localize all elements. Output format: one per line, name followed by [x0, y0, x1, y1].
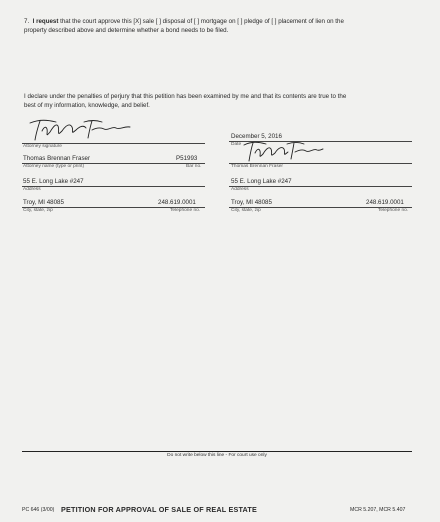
- form-code: [22, 506, 54, 514]
- declaration-line2: best of my information, knowledge, and belief.: [24, 102, 150, 109]
- declaration-paragraph: [24, 92, 416, 110]
- court-use-note: Do not write below this line - For court use only: [167, 453, 267, 458]
- item-7-paragraph: [24, 17, 416, 35]
- attorney-telephone: 248.619.0001: [158, 199, 196, 206]
- attorney-name-caption: Attorney name (type or print): [23, 164, 85, 169]
- signature-caption: Attorney signature: [23, 144, 62, 149]
- petitioner-city: Troy, MI 48085: [231, 199, 272, 206]
- statute-references: MCR 5.207, MCR 5.407: [350, 507, 406, 513]
- date-caption: Date: [231, 142, 242, 147]
- date-value: December 5, 2016: [231, 133, 282, 140]
- declaration-line1: I declare under the penalties of perjury that this petition has been examined by me and that its contents are true to the: [24, 93, 347, 100]
- attorney-city-caption: City, state, zip: [23, 208, 53, 213]
- attorney-address: 55 E. Long Lake #247: [23, 178, 84, 185]
- petitioner-signature: [241, 139, 325, 163]
- attorney-city: Troy, MI 48085: [23, 199, 64, 206]
- petitioner-address-line: [229, 186, 412, 187]
- court-use-divider: [22, 451, 412, 452]
- form-title: PETITION FOR APPROVAL OF SALE OF REAL ESTATE: [61, 505, 257, 514]
- attorney-telephone-caption: Telephone no.: [170, 208, 201, 213]
- petitioner-name-caption: Thomas Brennan Fraser: [231, 164, 283, 169]
- item-number: 7.: [24, 18, 30, 25]
- bar-number-caption: Bar no.: [186, 164, 202, 169]
- item-lead: I request: [32, 18, 59, 25]
- petitioner-telephone-caption: Telephone no.: [378, 208, 409, 213]
- petitioner-address: 55 E. Long Lake #247: [231, 178, 292, 185]
- attorney-address-caption: Address: [23, 187, 41, 192]
- petitioner-city-caption: City, state, zip: [231, 208, 261, 213]
- form-code-number: PC 646: [22, 507, 40, 513]
- petitioner-telephone: 248.619.0001: [366, 199, 404, 206]
- item-text-line2: property described above and determine whether a bond needs to be filed.: [24, 27, 229, 34]
- bar-number: P51993: [176, 155, 198, 162]
- attorney-name: Thomas Brennan Fraser: [23, 155, 91, 162]
- item-text-line1: that the court approve this [X] sale [ ] disposal of [ ] mortgage on [ ] pledge of [ ] placement of lien on the: [58, 18, 344, 25]
- form-code-date: (3/00): [40, 507, 55, 513]
- petitioner-address-caption: Address: [231, 187, 249, 192]
- attorney-address-line: [22, 186, 205, 187]
- attorney-signature: [26, 117, 136, 143]
